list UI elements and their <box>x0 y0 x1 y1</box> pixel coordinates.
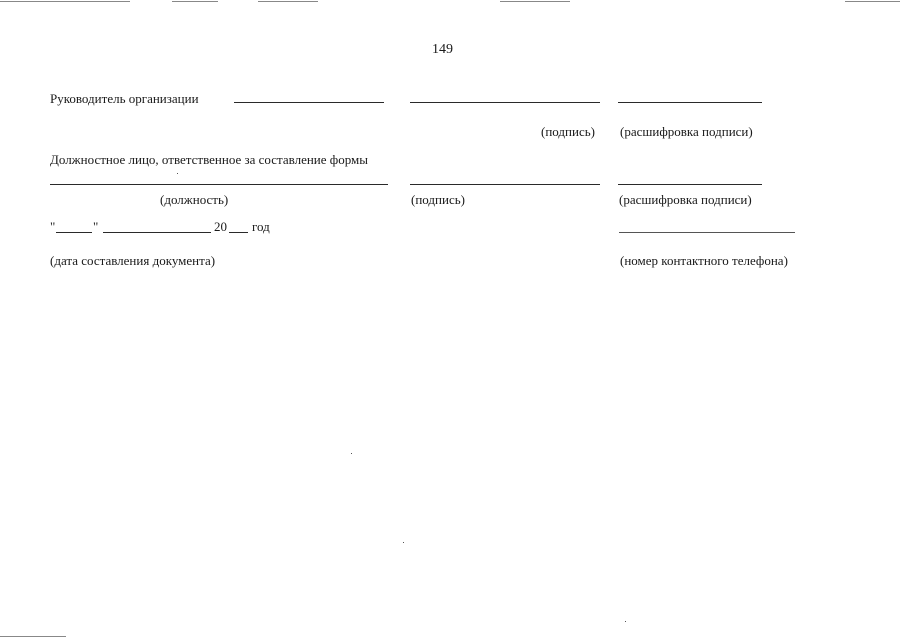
head-decoding-line[interactable] <box>618 102 762 103</box>
scan-speck <box>403 542 404 543</box>
head-position-line[interactable] <box>234 102 384 103</box>
scan-speck <box>625 621 626 622</box>
responsible-decoding-caption: (расшифровка подписи) <box>619 192 752 207</box>
head-decoding-caption: (расшифровка подписи) <box>620 124 753 139</box>
scan-edge-mark <box>500 1 570 2</box>
scan-edge-mark <box>0 636 66 637</box>
date-year-prefix: 20 <box>214 219 227 234</box>
scan-edge-mark <box>258 1 318 2</box>
date-month-line[interactable] <box>103 232 211 233</box>
phone-caption: (номер контактного телефона) <box>620 253 788 268</box>
responsible-signature-line[interactable] <box>410 184 600 185</box>
date-year-suffix: год <box>252 219 270 234</box>
head-signature-line[interactable] <box>410 102 600 103</box>
scan-edge-mark <box>172 1 218 2</box>
head-signature-caption: (подпись) <box>541 124 595 139</box>
date-day-line[interactable] <box>56 232 92 233</box>
date-close-quote: " <box>93 219 99 234</box>
head-label: Руководитель организации <box>50 91 199 106</box>
date-year-line[interactable] <box>229 232 248 233</box>
responsible-position-line[interactable] <box>50 184 388 185</box>
responsible-label: Должностное лицо, ответственное за составление формы <box>50 152 368 167</box>
date-open-quote: " <box>50 219 56 234</box>
page-number: 149 <box>432 42 453 57</box>
scan-speck <box>177 173 178 174</box>
scan-edge-mark <box>845 1 900 2</box>
responsible-decoding-line[interactable] <box>618 184 762 185</box>
responsible-signature-caption: (подпись) <box>411 192 465 207</box>
phone-line[interactable] <box>619 232 795 233</box>
date-caption: (дата составления документа) <box>50 253 216 268</box>
scan-edge-mark <box>0 1 130 2</box>
scan-speck <box>351 453 352 454</box>
responsible-position-caption: (должность) <box>160 192 229 207</box>
